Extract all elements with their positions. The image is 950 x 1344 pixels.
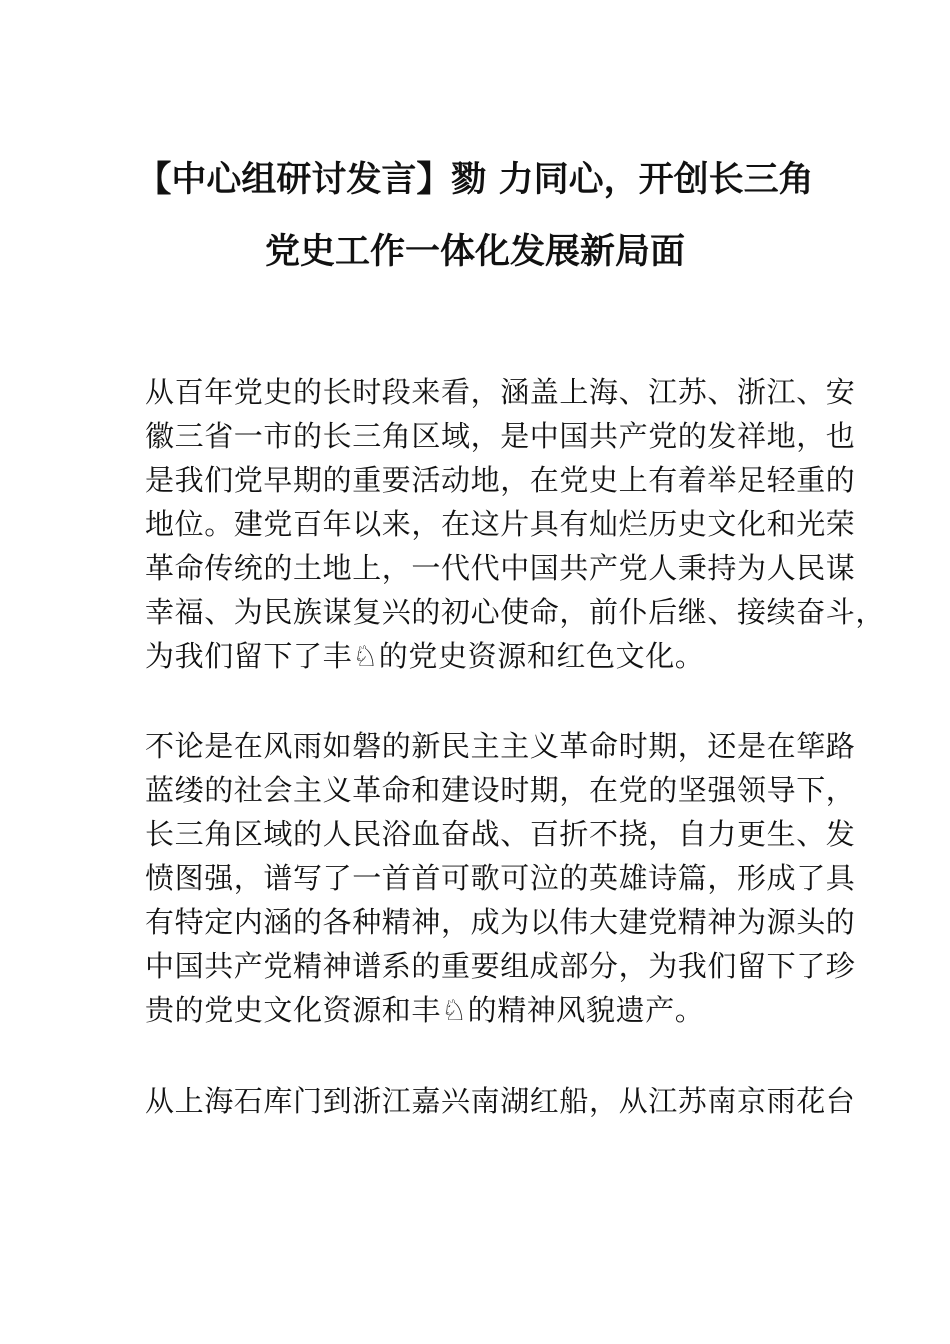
paragraph-line: 不论是在风雨如磐的新民主主义革命时期，还是在筚路	[145, 729, 856, 763]
paragraph-1	[145, 370, 886, 678]
paragraph-line: 愤图强，谱写了一首首可歌可泣的英雄诗篇，形成了具	[145, 861, 856, 895]
paragraph-line: 从上海石库门到浙江嘉兴南湖红船，从江苏南京雨花台	[145, 1084, 856, 1118]
paragraph-line: 是我们党早期的重要活动地，在党史上有着举足轻重的	[145, 463, 856, 497]
paragraph-line: 地位。建党百年以来，在这片具有灿烂历史文化和光荣	[145, 507, 856, 541]
paragraph-line: 中国共产党精神谱系的重要组成部分，为我们留下了珍	[145, 949, 856, 983]
paragraph-2	[145, 724, 856, 1032]
document-title-line-2: 党史工作一体化发展新局面	[264, 232, 685, 272]
paragraph-line: 从百年党史的长时段来看，涵盖上海、江苏、浙江、安	[145, 375, 856, 409]
paragraph-line: 贵的党史文化资源和丰♘的精神风貌遗产。	[145, 993, 705, 1027]
paragraph-line: 长三角区域的人民浴血奋战、百折不挠，自力更生、发	[145, 817, 856, 851]
paragraph-line: 有特定内涵的各种精神，成为以伟大建党精神为源头的	[145, 905, 856, 939]
paragraph-3	[145, 1079, 856, 1123]
paragraph-line: 蓝缕的社会主义革命和建设时期，在党的坚强领导下，	[145, 773, 856, 807]
paragraph-line: 徽三省一市的长三角区域，是中国共产党的发祥地，也	[145, 419, 856, 453]
paragraph-line: 为我们留下了丰♘的党史资源和红色文化。	[145, 639, 705, 673]
paragraph-line: 革命传统的土地上，一代代中国共产党人秉持为人民谋	[145, 551, 856, 585]
document-title-line-1: 【中心组研讨发言】勠 力同心，开创长三角	[136, 160, 814, 200]
paragraph-line: 幸福、为民族谋复兴的初心使命，前仆后继、接续奋斗，	[145, 595, 886, 629]
